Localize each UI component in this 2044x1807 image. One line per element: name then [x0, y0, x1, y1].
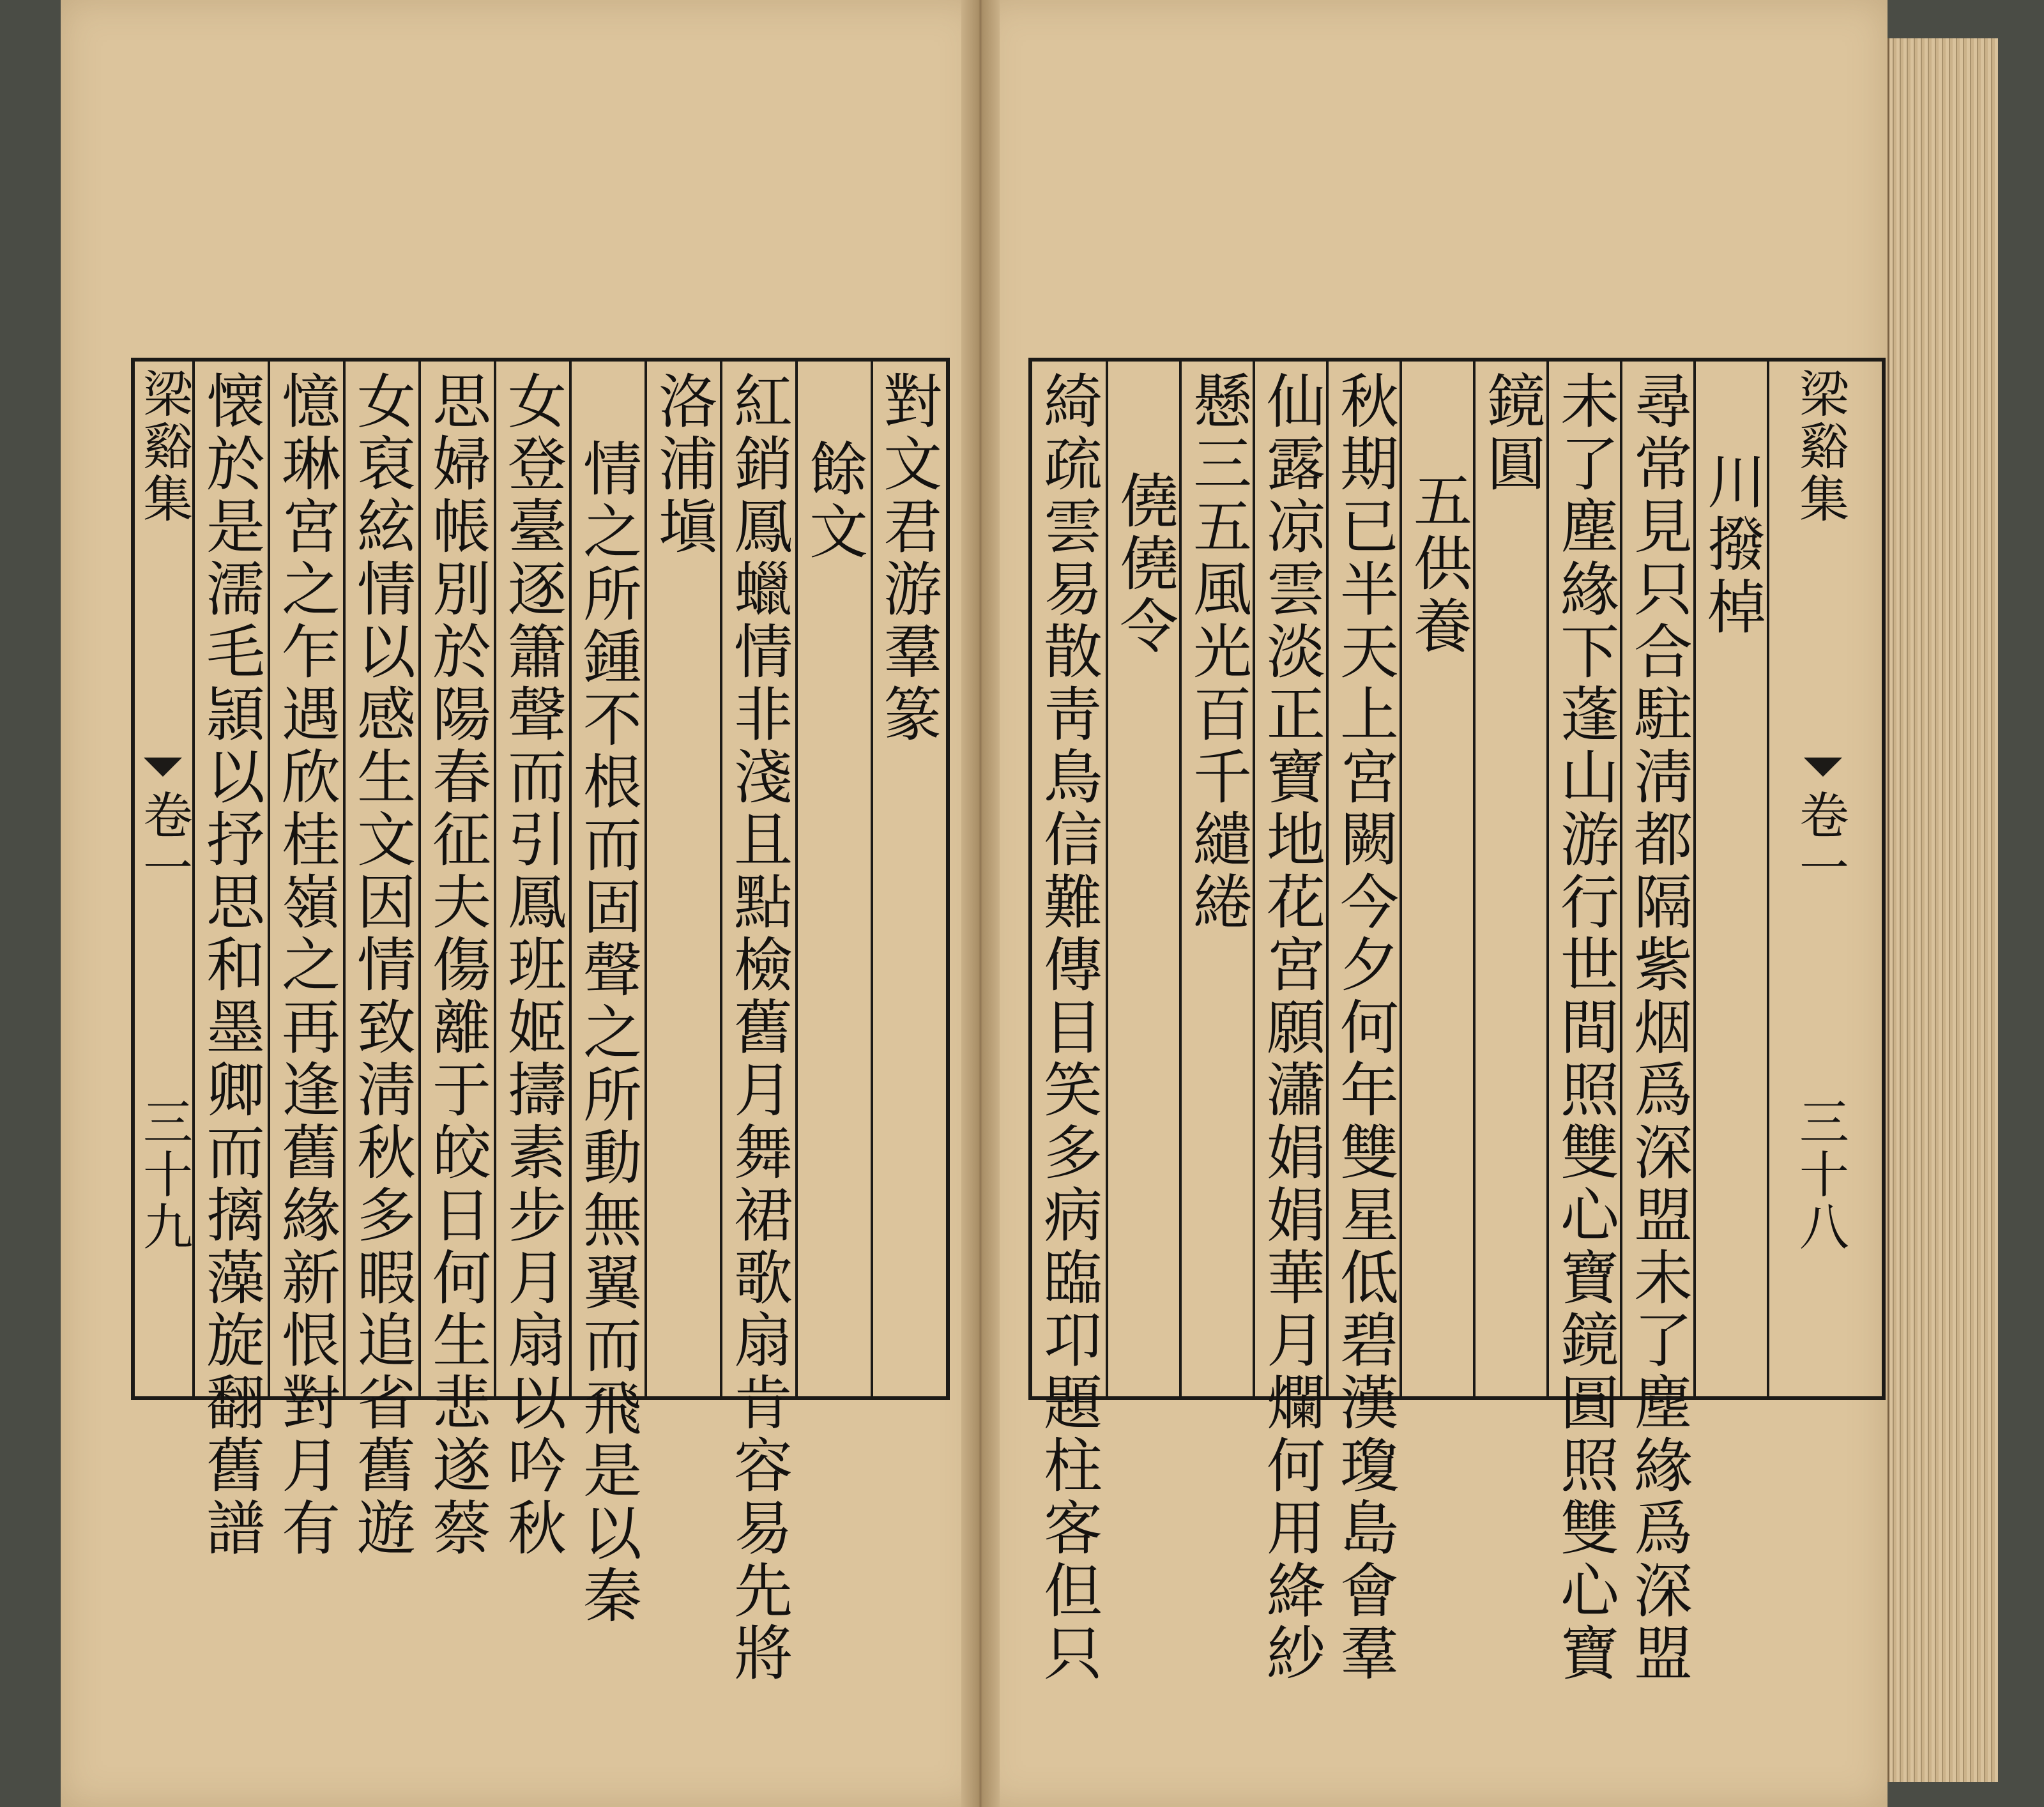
page-edges — [1888, 38, 1998, 1782]
text-column: 仙露凉雲淡正寶地花宮願瀟娟娟華月爛何用絳紗 — [1253, 362, 1329, 1396]
text-column: 懐於是濡毛頴以抒思和墨卿而摛藻旋翻舊譜 — [192, 362, 270, 1396]
text-column: 尋常見只合駐淸都隔紫烟爲深盟未了塵緣爲深盟 — [1620, 362, 1696, 1396]
text-column: 秋期已半天上宮闕今夕何年雙星低碧漢瓊島會羣 — [1326, 362, 1402, 1396]
text-column: 對文君游羣篆 — [871, 362, 945, 1396]
text-column: 綺疏雲易散靑鳥信難傳目笑多病臨卭題柱客但只 — [1034, 370, 1102, 1685]
fishtail-mark — [144, 758, 182, 777]
text-column: 未了塵緣下蓬山游行世間照雙心寶鏡圓照雙心寶 — [1546, 362, 1622, 1396]
text-column: 情之所鍾不根而固聲之所動無翼而飛是以秦 — [569, 362, 647, 1396]
left-text-block — [131, 358, 950, 1685]
text-column: 懸三五風光百千繾綣 — [1179, 362, 1255, 1396]
fishtail-mark — [1804, 758, 1842, 777]
text-column: 鏡圓 — [1473, 362, 1549, 1396]
right-margin-title: 梁谿集 — [1791, 368, 1849, 525]
text-column: 洛浦塡 — [644, 362, 722, 1396]
text-column: 僥僥令 — [1106, 362, 1182, 1396]
right-text-block — [1028, 358, 1886, 1685]
text-column: 五供養 — [1400, 362, 1476, 1396]
text-column: 女裒絃情以感生文因情致淸秋多暇追省舊遊 — [343, 362, 421, 1396]
right-margin-folio: 三十八 — [1791, 1096, 1849, 1253]
right-margin-strip — [1767, 362, 1877, 1396]
left-margin-juan: 卷一 — [135, 789, 192, 894]
text-column: 憶琳宮之乍遇欣桂嶺之再逢舊緣新恨對月有 — [268, 362, 346, 1396]
text-column: 思婦帳別於陽春征夫傷離于皎日何生悲遂蔡 — [418, 362, 496, 1396]
text-column: 紅銷鳳蠟情非淺且點檢舊月舞裙歌扇肯容易先將 — [720, 362, 798, 1396]
book-gutter — [961, 0, 1000, 1807]
left-margin-title: 梁谿集 — [135, 368, 192, 525]
left-margin-strip — [135, 362, 192, 1396]
text-column: 川撥棹 — [1693, 362, 1769, 1396]
left-margin-folio: 三十九 — [135, 1096, 192, 1253]
text-column: 餘文 — [795, 362, 873, 1396]
right-margin-juan: 卷一 — [1791, 789, 1849, 894]
text-column: 女登臺逐簫聲而引鳳班姬擣素步月扇以吟秋 — [494, 362, 572, 1396]
